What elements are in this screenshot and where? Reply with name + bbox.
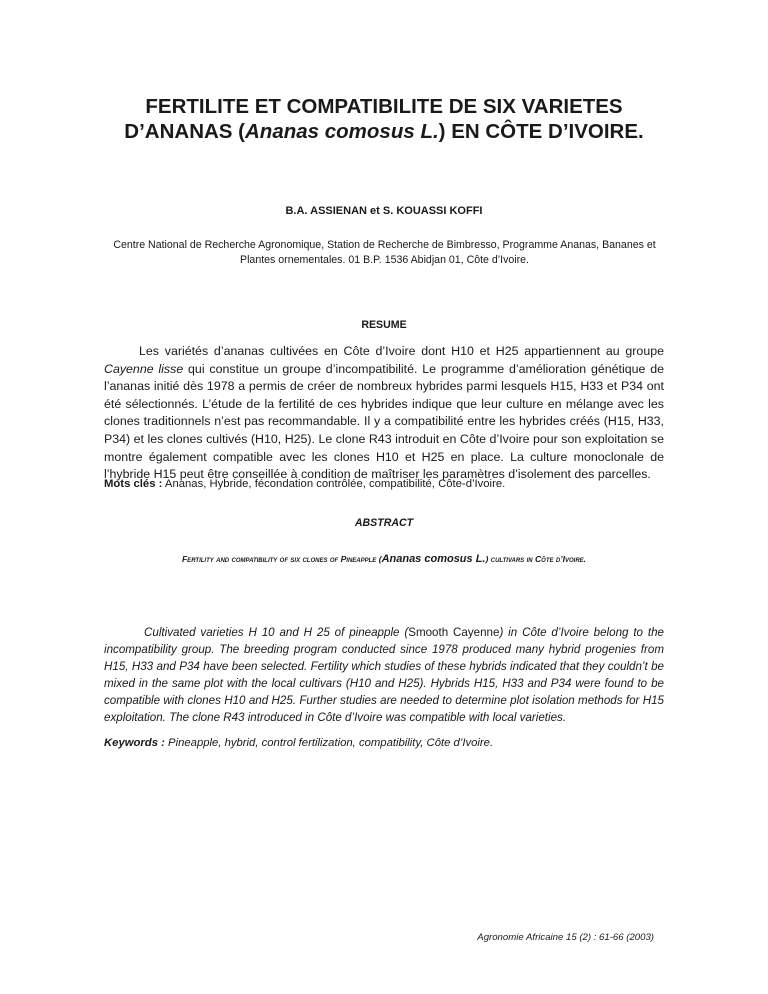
abstract-text: Cultivated varieties H 10 and H 25 of pineapple (Smooth Cayenne) in Côte d’Ivoire belong to the incompatibility group. The breeding program conducted since 1978 produced many hybrid progenies from H15, H33 and P34 have been selected. Fertility which studies of these hybrids indicated that they couldn’t be mixed in the same plot with the local cultivars (H10 and H25). Hybrids H15, H33 and P34 were found to be compatible with clones H10 and H25. Further studies are needed to determine plot isolation methods for H15 exploitation. The clone R43 introduced in Côte d’Ivoire was compatible with local varieties. bbox=[104, 626, 664, 724]
keywords-fr-label: Mots clés : bbox=[104, 478, 163, 490]
journal-citation: Agronomie Africaine 15 (2) : 61-66 (2003) bbox=[477, 932, 654, 943]
keywords-fr-list: Ananas, Hybride, fécondation contrôlée, compatibilité, Côte-d’Ivoire. bbox=[162, 478, 506, 490]
authors: B.A. ASSIENAN et S. KOUASSI KOFFI bbox=[285, 205, 483, 217]
keywords-en-list: Pineapple, hybrid, control fertilization, compatibility, Côte d’Ivoire. bbox=[164, 737, 494, 749]
title-line-1: FERTILITE ET COMPATIBILITE DE SIX VARIETES bbox=[145, 95, 623, 118]
affiliation: Centre National de Recherche Agronomique, Station de Recherche de Bimbresso, Programme Ananas, Bananes et Plantes ornementales. 01 B.P. 1536 Abidjan 01, Côte d’Ivoire. bbox=[113, 239, 656, 266]
paper-title bbox=[60, 94, 708, 144]
title-line-2: D’ANANAS (Ananas comosus L.) EN CÔTE D’IVOIRE. bbox=[124, 120, 644, 143]
smooth-cayenne: Smooth Cayenne bbox=[408, 626, 500, 639]
species-name: Ananas comosus L. bbox=[245, 120, 439, 143]
keywords-fr bbox=[104, 478, 664, 490]
keywords-en-label: Keywords : bbox=[104, 737, 165, 749]
abstract-heading: ABSTRACT bbox=[354, 517, 414, 529]
english-title: Fertility and compatibility of six clones of Pineapple (Ananas comosus L.) cultivars in Côte d’Ivoire. bbox=[181, 553, 587, 565]
keywords-en bbox=[104, 737, 664, 749]
cayenne-lisse: Cayenne lisse bbox=[104, 361, 184, 376]
resume-text: Les variétés d’ananas cultivées en Côte d’Ivoire dont H10 et H25 appartiennent au groupe Cayenne lisse qui constitue un groupe d’incompatibilité. Le programme d’amélioration génétique de l’ananas initié dès 1978 a permis de créer de nombreux hybrides parmi lesquels H15, H33 et P34 ont été sélectionnés. L’étude de la fertilité de ces hybrides indique que leur culture en mélange avec les clones traditionnels n’est pas recommandable. Il y a compatibilité entre les hybrides créés (H15, H33, P34) et les clones cultivés (H10, H25). Le clone R43 introduit en Côte d’Ivoire pour son exploitation se montre également compatible avec les clones H10 et H25 en place. La culture monoclonale de l’hybride H15 peut être conseillée à condition de maîtriser les paramètres d’isolement des parcelles. bbox=[104, 344, 664, 482]
resume-heading: RESUME bbox=[361, 319, 407, 331]
